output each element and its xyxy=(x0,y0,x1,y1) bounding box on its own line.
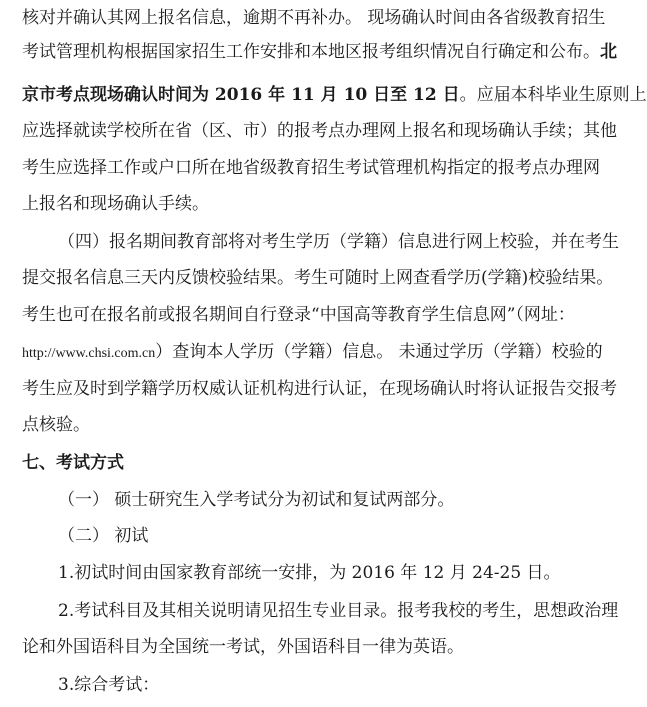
text-run: 。应届本科毕业生原则上 xyxy=(459,85,647,105)
paragraph-line: 核对并确认其网上报名信息，逾期不再补办。 现场确认时间由各省级教育招生 xyxy=(22,8,606,28)
paragraph-line: 上报名和现场确认手续。 xyxy=(22,194,209,214)
paragraph-line: 论和外国语科目为全国统一考试，外国语科目一律为英语。 xyxy=(22,637,464,657)
paragraph-line: 考生也可在报名前或报名期间自行登录“中国高等教育学生信息网”（网址： xyxy=(22,305,575,325)
paragraph-line: 考生应选择工作或户口所在地省级教育招生考试管理机构指定的报考点办理网 xyxy=(22,158,600,178)
bold-text-run: 北 xyxy=(600,42,617,62)
paragraph-line: 点核验。 xyxy=(22,415,90,435)
paragraph-line xyxy=(22,82,647,108)
paragraph-line: 提交报名信息三天内反馈校验结果。考生可随时上网查看学历(学籍)校验结果。 xyxy=(22,268,614,288)
paragraph-line xyxy=(22,39,617,65)
paragraph-line: 应选择就读学校所在省（区、市）的报考点办理网上报名和现场确认手续；其他 xyxy=(22,121,617,141)
paragraph-line: 考生应及时到学籍学历权威认证机构进行认证，在现场确认时将认证报告交报考 xyxy=(22,379,617,399)
list-item: 1.初试时间由国家教育部统一安排，为 2016 年 12 月 24-25 日。 xyxy=(58,563,561,583)
text-run: 考试管理机构根据国家招生工作安排和本地区报考组织情况自行确定和公布。 xyxy=(22,42,600,62)
website-url: http://www.chsi.com.cn xyxy=(22,346,156,361)
list-item: 2.考试科目及其相关说明请见招生专业目录。报考我校的考生，思想政治理 xyxy=(58,601,619,621)
text-run: ）查询本人学历（学籍）信息。 未通过学历（学籍）校验的 xyxy=(155,342,603,362)
paragraph-line: （四）报名期间教育部将对考生学历（学籍）信息进行网上校验，并在考生 xyxy=(58,232,619,252)
bold-text-run: 京市考点现场确认时间为 2016 年 11 月 10 日至 12 日 xyxy=(22,85,460,105)
section-heading: 七、考试方式 xyxy=(22,453,124,473)
list-item: （一） 硕士研究生入学考试分为初试和复试两部分。 xyxy=(58,490,455,510)
paragraph-line xyxy=(22,339,603,365)
list-item: 3.综合考试： xyxy=(58,675,160,695)
list-item: （二） 初试 xyxy=(58,526,149,546)
